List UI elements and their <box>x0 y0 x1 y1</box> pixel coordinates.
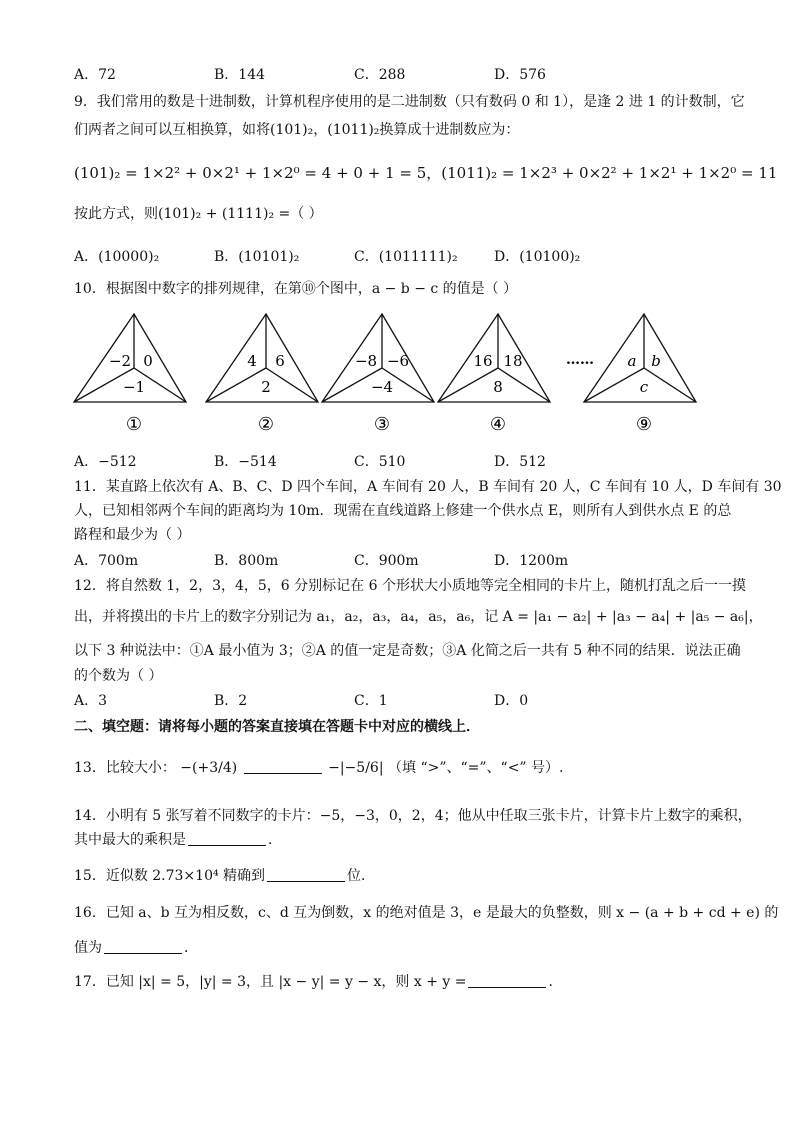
q13-line <box>74 758 734 778</box>
q11-stem-line2: 人，已知相邻两个车间的距离均为 10m．现需在直线道路上修建一个供水点 E，则所有人到供水点 E 的总 <box>74 503 732 519</box>
q14-prefix: 其中最大的乘积是 <box>74 832 186 848</box>
option-b: B．2 <box>214 693 248 709</box>
q12-stem-line4: 的个数为（ ） <box>74 668 163 684</box>
q11-stem-line1: 11．某直路上依次有 A、B、C、D 四个车间，A 车间有 20 人，B 车间有 20 人，C 车间有 10 人，D 车间有 30 <box>74 479 782 495</box>
figure-3-label: ③ <box>373 414 391 435</box>
triangle-figure-9 <box>584 314 696 435</box>
figure-2-right: 6 <box>275 352 285 370</box>
q15-suffix: 位． <box>347 868 376 884</box>
figure-9-right: b <box>651 352 661 370</box>
option-a: A．−512 <box>74 454 137 470</box>
q13-prefix: 13．比较大小： <box>74 760 176 776</box>
figure-9-left: a <box>627 352 637 370</box>
q12-options <box>74 690 734 710</box>
option-a: A．3 <box>74 693 108 709</box>
q10-options <box>74 451 734 471</box>
figure-4-bottom: 8 <box>493 378 503 396</box>
q13-suffix: （填 “>”、“=”、“<” 号）. <box>388 760 564 776</box>
figure-9-label: ⑨ <box>635 414 653 435</box>
q13-expr-a: −(+3/4) <box>180 760 238 776</box>
q9-formula: (101)₂ = 1×2² + 0×2¹ + 1×2⁰ = 4 + 0 + 1 = 5，(1011)₂ = 1×2³ + 0×2² + 1×2¹ + 1×2⁰ = 11 <box>74 164 778 182</box>
option-a: A．(10000)₂ <box>74 249 160 265</box>
q9-stem-line2: 们两者之间可以互相换算，如将(101)₂，(1011)₂换算成十进制数应为： <box>74 122 520 138</box>
q9-stem-line1: 9．我们常用的数是十进制数，计算机程序使用的是二进制数（只有数码 0 和 1），是逢 2 进 1 的计数制，它 <box>74 94 745 110</box>
q12-stem-line2: 出，并将摸出的卡片上的数字分别记为 a₁，a₂，a₃，a₄，a₅，a₆，记 A = |a₁ − a₂| + |a₃ − a₄| + |a₅ − a₆|， <box>74 609 763 625</box>
option-c: C．288 <box>354 67 406 83</box>
q13-expr-b: −|−5/6| <box>328 760 384 776</box>
q16-stem-line1: 16．已知 a、b 互为相反数，c、d 互为倒数，x 的绝对值是 3，e 是最大的负整数，则 x − (a + b + cd + e) 的 <box>74 905 779 921</box>
q8-options <box>74 64 734 84</box>
figure-1-bottom: −1 <box>122 378 146 396</box>
q14-stem-line2 <box>74 830 734 850</box>
option-c: C．(1011111)₂ <box>354 249 458 265</box>
figure-2-bottom: 2 <box>261 378 271 396</box>
option-d: D．0 <box>494 693 529 709</box>
option-b: B．144 <box>214 67 266 83</box>
q17-answer-blank[interactable] <box>468 973 546 988</box>
option-d: D．1200m <box>494 553 569 569</box>
figure-1-right: 0 <box>143 352 153 370</box>
q16-stem-line2 <box>74 938 734 958</box>
ellipsis-dots: …… <box>566 352 594 368</box>
triangle-figure-2 <box>206 314 318 435</box>
section-heading: 二、填空题：请将每小题的答案直接填在答题卡中对应的横线上． <box>74 719 480 735</box>
figure-3-left: −8 <box>354 352 378 370</box>
option-d: D．512 <box>494 454 546 470</box>
triangle-figure-3 <box>322 314 434 435</box>
q13-answer-blank[interactable] <box>244 759 322 774</box>
triangle-pattern-figure <box>70 308 710 438</box>
triangle-figure-4 <box>438 314 550 435</box>
q17-suffix: ． <box>548 974 563 990</box>
q9-question: 按此方式，则(101)₂ + (1111)₂ =（ ） <box>74 206 323 222</box>
option-c: C．900m <box>354 553 419 569</box>
option-b: B．800m <box>214 553 279 569</box>
figure-9-bottom: c <box>639 378 649 396</box>
q14-stem-line1: 14．小明有 5 张写着不同数字的卡片：−5，−3，0，2，4；他从中任取三张卡片，计算卡片上数字的乘积， <box>74 808 752 824</box>
option-c: C．510 <box>354 454 406 470</box>
q10-stem: 10．根据图中数字的排列规律，在第⑩个图中，a − b − c 的值是（ ） <box>74 281 518 297</box>
q16-prefix: 值为 <box>74 940 102 956</box>
option-a: A．72 <box>74 67 116 83</box>
figure-4-right: 18 <box>503 352 523 370</box>
q14-answer-blank[interactable] <box>188 831 266 846</box>
q9-options <box>74 246 734 266</box>
figure-4-label: ④ <box>489 414 507 435</box>
option-a: A．700m <box>74 553 139 569</box>
figure-1-label: ① <box>125 414 143 435</box>
q12-stem-line3: 以下 3 种说法中：①A 最小值为 3；②A 的值一定是奇数；③A 化简之后一共有 5 种不同的结果．说法正确 <box>74 643 741 659</box>
figure-3-bottom: −4 <box>370 378 394 396</box>
q16-suffix: ． <box>184 940 198 956</box>
option-c: C．1 <box>354 693 388 709</box>
q17-prefix: 17．已知 |x| = 5，|y| = 3，且 |x − y| = y − x，则 x + y = <box>74 974 467 990</box>
triangle-figure-1 <box>74 314 186 435</box>
q15-line <box>74 866 734 886</box>
figure-3-right: −6 <box>386 352 410 370</box>
q17-line <box>74 972 734 992</box>
q14-suffix: ． <box>268 832 282 848</box>
q15-prefix: 15．近似数 2.73×10⁴ 精确到 <box>74 868 266 884</box>
q15-answer-blank[interactable] <box>267 867 345 882</box>
q11-stem-line3: 路程和最少为（ ） <box>74 527 191 543</box>
q12-stem-line1: 12．将自然数 1，2，3，4，5，6 分别标记在 6 个形状大小质地等完全相同的卡片上，随机打乱之后一一摸 <box>74 578 746 594</box>
figure-1-left: −2 <box>108 352 132 370</box>
figure-2-label: ② <box>257 414 275 435</box>
option-d: D．(10100)₂ <box>494 249 581 265</box>
option-d: D．576 <box>494 67 546 83</box>
q16-answer-blank[interactable] <box>104 939 182 954</box>
q11-options <box>74 550 734 570</box>
figure-4-left: 16 <box>473 352 493 370</box>
option-b: B．−514 <box>214 454 277 470</box>
figure-2-left: 4 <box>247 352 257 370</box>
option-b: B．(10101)₂ <box>214 249 300 265</box>
